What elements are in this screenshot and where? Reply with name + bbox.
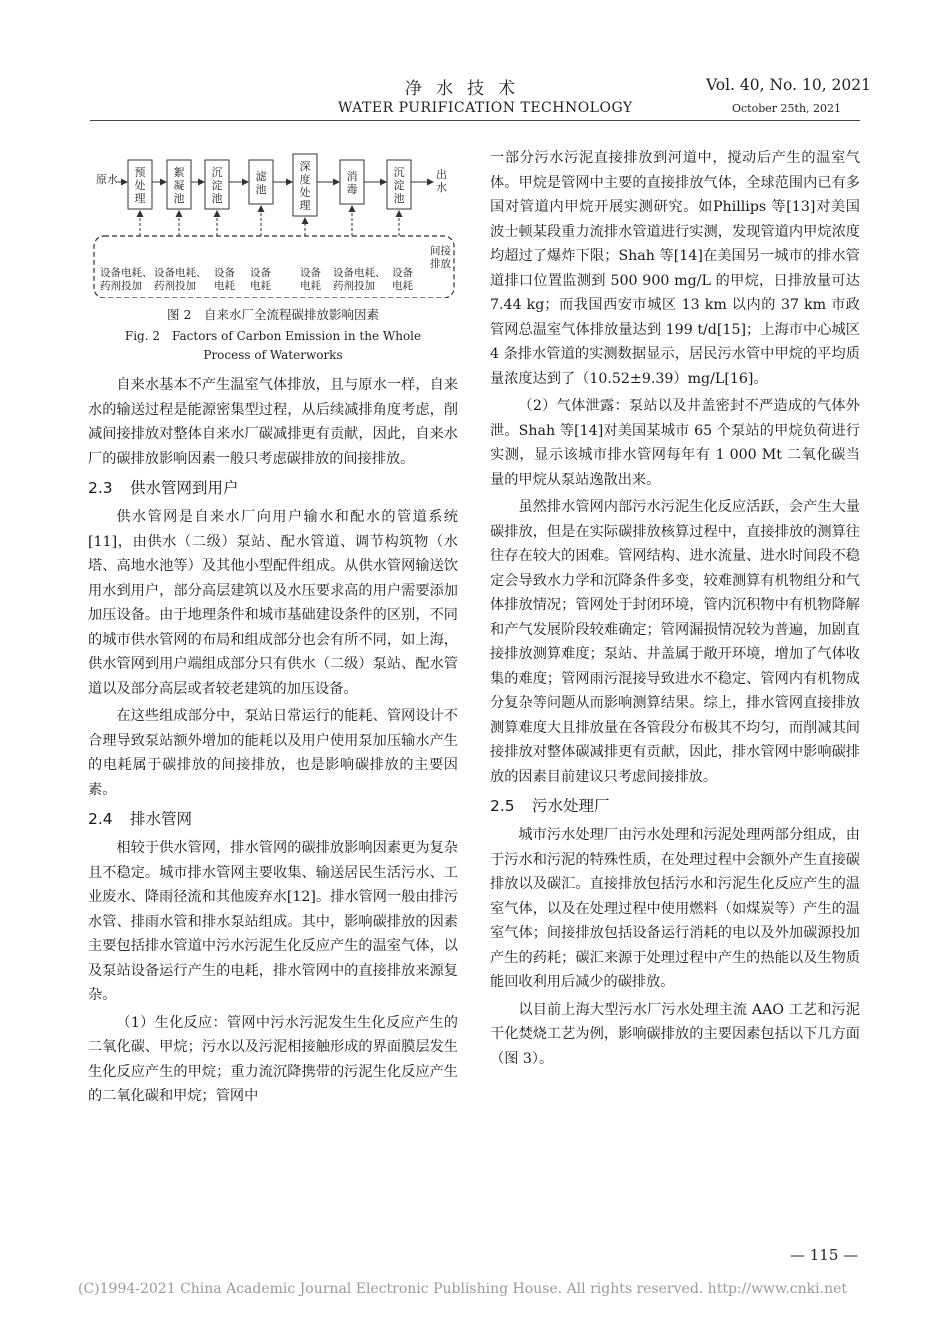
process-flow-diagram (88, 146, 460, 298)
factor-label: 设备电耗、药剂投加 (100, 267, 153, 292)
stage-label: 絮凝池 (173, 166, 185, 205)
header-rule (90, 120, 860, 121)
section-title: 排水管网 (130, 810, 193, 828)
journal-title-en: WATER PURIFICATION TECHNOLOGY (338, 100, 633, 116)
paragraph: 一部分污水污泥直接排放到河道中，搅动后产生的温室气体。甲烷是管网中主要的直接排放气体，全球范围内已有多国对管道内甲烷开展实测研究。如Phillips 等[13]对美国波士顿某段重力流排水管道进行实测，发现管道内甲烷浓度均超过了爆炸下限；Shah 等[14]在美国另一城市的排水管道排口位置监测到 500 900 mg/L 的甲烷，日排放量可达 7.44 kg；而我国西安市城区 13 km 以内的 37 km 市政管网总温室气体排放量达到 199 t/d[15]；上海市中心城区 4 条排水管道的实测数据显示，居民污水管中甲烷的平均质量浓度达到了（10.52±9.39）mg/L[16]。 (490, 150, 860, 387)
paragraph: （2）气体泄露：泵站以及井盖密封不严造成的气体外泄。Shah 等[14]对美国某城市 65 个泵站的甲烷负荷进行实测，显示该城市排水管网每年有 1 000 Mt 二氧化碳当量的甲烷从泵站逸散出来。 (490, 398, 860, 488)
section-number: 2.4 (88, 810, 113, 828)
indirect-emission-label (430, 244, 451, 270)
stage-label: 沉淀池 (393, 166, 405, 205)
right-column (490, 146, 860, 1074)
factor-label: 设备电耗 (250, 267, 271, 292)
factor-label: 设备电耗 (300, 267, 321, 292)
journal-title-cn: 净水技术 (405, 79, 529, 99)
factor-label: 设备电耗、药剂投加 (154, 267, 207, 292)
stage-label: 沉淀池 (211, 166, 223, 205)
factor-label: 设备电耗 (392, 267, 413, 292)
section-title: 供水管网到用户 (130, 479, 239, 497)
stage-label: 预处理 (134, 166, 146, 205)
paragraph: 在这些组成部分中，泵站日常运行的能耗、管网设计不合理导致泵站额外增加的能耗以及用户使用泵加压输水产生的电耗属于碳排放的间接排放，也是影响碳排放的主要因素。 (88, 708, 458, 798)
section-title: 污水处理厂 (532, 797, 610, 815)
volume-info: Vol. 40, No. 10, 2021 (706, 76, 871, 94)
stage-label: 消毒 (346, 170, 358, 196)
left-column (88, 373, 458, 1112)
section-number: 2.5 (490, 797, 515, 815)
section-number: 2.3 (88, 479, 113, 497)
paragraph: （1）生化反应：管网中污水污泥发生生化反应产生的二氧化碳、甲烷；污水以及污泥相接触形成的界面膜层发生生化反应产生的甲烷；重力流沉降携带的污泥生化反应产生的二氧化碳和甲烷；管网中 (88, 1014, 458, 1104)
svg-text:间接: 间接 (430, 245, 451, 257)
page-number: — 115 — (790, 1246, 859, 1264)
paragraph: 自来水基本不产生温室气体排放，且与原水一样，自来水的输送过程是能源密集型过程，从后续减排角度考虑，削减间接排放对整体自来水厂碳减排更有贡献，因此，自来水厂的碳排放影响因素一般只考虑碳排放的间接排放。 (88, 377, 458, 467)
paragraph: 供水管网是自来水厂向用户输水和配水的管道系统[11]，由供水（二级）泵站、配水管道、调节构筑物（水塔、高地水池等）及其他小型配件组成。从供水管网输送饮用水到用户，部分高层建筑以及水压要求高的用户需要添加加压设备。由于地理条件和城市基础建设条件的区别，不同的城市供水管网的布局和组成部分也会有所不同，如上海，供水管网到用户端组成部分只有供水（二级）泵站、配水管道以及部分高层或者较老建筑的加压设备。 (88, 509, 458, 697)
stage-label: 深度处理 (299, 160, 311, 212)
figure-caption-en-line2: Process of Waterworks (203, 348, 343, 362)
svg-text:出: 出 (436, 168, 447, 181)
svg-text:水: 水 (436, 181, 447, 194)
copyright-footer: (C)1994-2021 China Academic Journal Electronic Publishing House. All rights reserved. http://www.cnki.net (78, 1281, 848, 1297)
section-heading-2-3 (88, 475, 458, 501)
svg-text:排放: 排放 (430, 258, 451, 270)
outflow-label (436, 167, 447, 194)
issue-date: October 25th, 2021 (732, 102, 842, 115)
figure-caption-en (88, 327, 458, 365)
paragraph: 虽然排水管网内部污水污泥生化反应活跃，会产生大量碳排放，但是在实际碳排放核算过程中，直接排放的测算往往存在较大的困难。管网结构、进水流量、进水时间段不稳定会导致水力学和沉降条件多变，较难测算有机物组分和气体排放情况；管网处于封闭环境，管内沉积物中有机物降解和产气发展阶段较难确定；管网漏损情况较为普遍，加剧直接排放测算难度；泵站、井盖属于敞开环境，增加了气体收集的难度；管网雨污混接导致进水不稳定、管网内有机物成分复杂等问题从而影响测算结果。综上，排水管网直接排放测算难度大且排放量在各管段分布极其不均匀，而削减其间接排放对整体碳减排更有贡献，因此，排水管网中影响碳排放的因素目前建议只考虑间接排放。 (490, 499, 860, 785)
section-heading-2-4 (88, 806, 458, 832)
stage-label: 滤池 (255, 170, 267, 196)
factor-label: 设备电耗、药剂投加 (333, 267, 386, 292)
figure-caption-cn: 图 2 自来水厂全流程碳排放影响因素 (167, 307, 379, 322)
paragraph: 相较于供水管网，排水管网的碳排放影响因素更为复杂且不稳定。城市排水管网主要收集、输送居民生活污水、工业废水、降雨径流和其他废弃水[12]。排水管网一般由排污水管、排雨水管和排水泵站组成。其中，影响碳排放的因素主要包括排水管道中污水污泥生化反应产生的温室气体，以及泵站设备运行产生的电耗，排水管网中的直接排放来源复杂。 (88, 840, 458, 1003)
inflow-label: 原水 (96, 173, 118, 186)
paragraph: 以目前上海大型污水厂污水处理主流 AAO 工艺和污泥干化焚烧工艺为例，影响碳排放的主要因素包括以下几方面（图 3）。 (490, 1001, 860, 1067)
figure-caption-en-line1: Fig. 2 Factors of Carbon Emission in the Whole (124, 329, 422, 343)
factor-label: 设备电耗 (214, 267, 235, 292)
section-heading-2-5 (490, 793, 860, 819)
paragraph: 城市污水处理厂由污水处理和污泥处理两部分组成，由于污水和污泥的特殊性质，在处理过程中会额外产生直接碳排放以及碳汇。直接排放包括污水和污泥生化反应产生的温室气体，以及在处理过程中使用燃料（如煤炭等）产生的温室气体；间接排放包括设备运行消耗的电以及外加碳源投加产生的药耗；碳汇来源于处理过程中产生的热能以及生物质能回收利用后减少的碳排放。 (490, 827, 860, 990)
